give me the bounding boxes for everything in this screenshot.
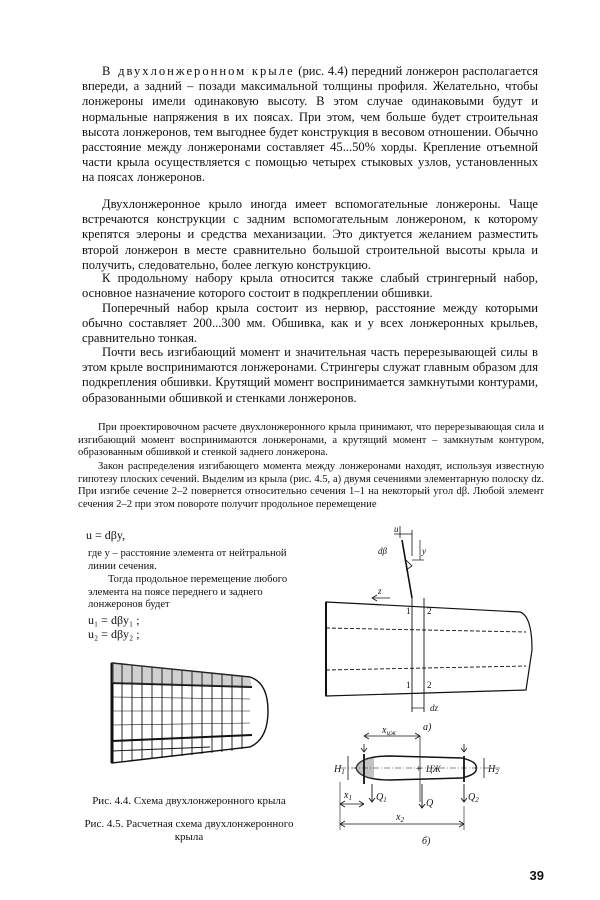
paragraph-5: Почти весь изгибающий момент и значительная часть перерезывающей силы в этом крыле воспринимаются лонжеронами. Стрингеры служат главным образом для подкрепления обшивки. Крутящий момент воспринимается замкнутыми контурами, образованными обшивкой и стенками лонжеронов. xyxy=(82,345,538,405)
cg-plus-marker: + xyxy=(416,764,422,775)
paragraph-1 xyxy=(82,64,538,186)
label-subfig-a: а) xyxy=(423,722,432,733)
caption-fig-4-4: Рис. 4.4. Схема двухлонжеронного крыла xyxy=(92,795,286,807)
figure-4-4-wing-diagram xyxy=(100,655,280,775)
label-h2: $H_2$ xyxy=(488,764,499,776)
figure-4-5b-section xyxy=(330,722,540,850)
label-dz: dz xyxy=(430,703,439,713)
caption-fig-4-5-line2: крыла xyxy=(174,831,204,843)
small-paragraph-3: где y – расстояние элемента от нейтральной линии сечения. xyxy=(88,548,287,572)
label-q2: $Q_2$ xyxy=(468,792,479,804)
formula-u: u = dβy, xyxy=(86,528,126,542)
label-h1: $H_1$ xyxy=(334,764,345,776)
page-number: 39 xyxy=(529,868,544,883)
paragraph-4: Поперечный набор крыла состоит из нервюр, расстояние между которыми обычно составляет 200...300 мм. Обшивка, как и у всех лонжеронных крыльев, сравнительно тонкая. xyxy=(82,301,538,346)
paragraph-2: Двухлонжеронное крыло иногда имеет вспомогательные лонжероны. Чаще встречаются конструкции с задним вспомогательным лонжероном, к которому крепятся элероны и средства механизации. Это диктуется желанием разместить второй лонжерон в месте сравнительно большой строительной высоты крыла и получить, следовательно, более легкую конструкцию. xyxy=(82,197,538,272)
formula-u2: u₂ = dβy₂ ; xyxy=(88,627,140,641)
label-q: Q xyxy=(426,798,434,809)
label-y: y xyxy=(422,546,426,556)
formula-u1: u₁ = dβy₁ ; xyxy=(88,613,140,627)
small-paragraph-2: Закон распределения изгибающего момента между лонжеронами находят, используя известную гипотезу плоских сечений. Выделим из крыла (рис. 4.5, а) двумя сечениями элементарную полоску dz. При изгибе сечение 2–2 повернется относительно сечения 1–1 на некоторый угол dβ. Любой элемент сечения 2–2 при этом повороте получит продольное перемещение xyxy=(78,461,544,510)
label-section-1-top: 1 xyxy=(406,606,411,616)
label-section-2-top: 2 xyxy=(427,606,432,616)
label-section-2-bottom: 2 xyxy=(427,680,432,690)
label-x2: $x_2$ xyxy=(396,812,404,824)
label-u: u xyxy=(394,524,399,534)
label-q1: $Q_1$ xyxy=(376,792,387,804)
figure-4-5a-wing-strip xyxy=(320,520,550,735)
caption-fig-4-5-line1: Рис. 4.5. Расчетная схема двухлонжеронного xyxy=(84,818,294,830)
paragraph-3: К продольному набору крыла относится также слабый стрингерный набор, основное назначение которого состоит в подкреплении обшивки. xyxy=(82,271,538,301)
small-paragraph-1: При проектировочном расчете двухлонжеронного крыла принимают, что перерезывающая сила и изгибающий момент воспринимаются лонжеронами, а крутящий момент – замкнутым контуром, образованным обшивкой и стенкой заднего лонжерона. xyxy=(78,422,544,459)
label-subfig-b: б) xyxy=(422,836,431,847)
small-paragraph-4: Тогда продольное перемещение любого элемента на поясе переднего и заднего лонжеронов будет xyxy=(88,574,288,611)
paragraph-1-text: (рис. 4.4) передний лонжерон располагается впереди, а задний – позади максимальной толщины профиля. Желательно, чтобы лонжероны имели одинаковую высоту. В этом случае одинаковыми будут и нормальные напряжения в их поясах. При этом, чем больше будет строительная высота лонжеронов, тем выгоднее будет конструкция в весовом отношении. Обычно расстояние между лонжеронами составляет 45...50% хорды. Крепление отъемной части крыла осуществляется с помощью четырех стыковых узлов, установленных на поясах лонжеронов. xyxy=(82,64,538,185)
label-z: z xyxy=(378,586,382,596)
label-dbeta: dβ xyxy=(378,546,387,556)
label-xcg: $x_{цж}$ xyxy=(382,725,397,737)
label-cg: ЦЖ xyxy=(426,764,441,774)
term-two-spar-wing: В двухлонжеронном крыле xyxy=(102,64,295,78)
label-x1: $x_1$ xyxy=(344,790,352,802)
label-section-1-bottom: 1 xyxy=(406,680,411,690)
